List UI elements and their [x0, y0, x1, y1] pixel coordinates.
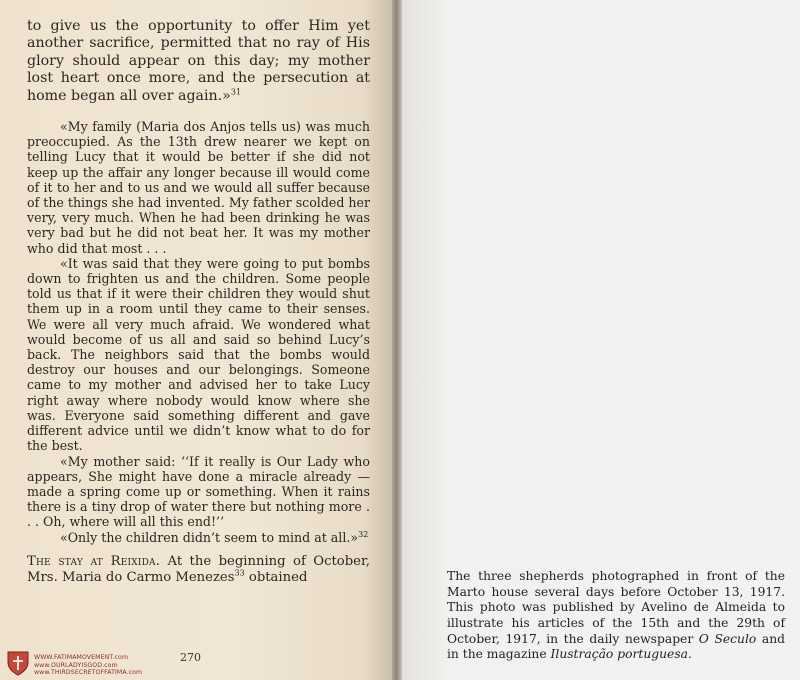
link-third-secret[interactable]: www.THIRDSECRETOFFATIMA.com	[34, 669, 143, 677]
footnote-33: 33	[234, 568, 245, 578]
link-our-lady-is-god[interactable]: www.OURLADYISGOD.com	[34, 661, 118, 669]
paragraph-reixida	[27, 554, 370, 586]
footnote-32: 32	[358, 529, 369, 539]
photo-caption	[447, 569, 785, 663]
section-heading: The stay at Reixida.	[27, 553, 161, 569]
lead-text: to give us the opportunity to offer Him yet another sacrifice, permitted that no ray of His glory should appear on this day; my mother lost heart once more, and the persecution at home began all over again.»	[27, 18, 370, 104]
paragraph-mother: «My mother said: ‘‘If it really is Our Lady who appears, She might have done a miracle already — made a spring come up or something. When it rains there is a tiny drop of water there but nothing more . . . Oh, where will all this end!’’	[27, 453, 370, 530]
paragraph-children	[27, 530, 370, 545]
lead-paragraph	[27, 18, 370, 105]
caption-magazine: Ilustração portuguesa	[550, 647, 688, 662]
website-links	[34, 654, 142, 677]
reixida-text-a: At the beginning of October, Mrs. Maria do Carmo Menezes	[27, 553, 370, 585]
page-number: 270	[180, 651, 201, 664]
caption-text-a: The three shepherds photographed in front of the Marto house several days before October 13, 1917. This photo was published by Avelino de Almeida to illustrate his articles of the 15th and the 29th of October, 1917, in the daily newspaper	[447, 569, 785, 646]
footnote-31: 31	[230, 86, 242, 96]
fatima-shield-logo-icon	[6, 650, 30, 676]
reixida-text-b: obtained	[244, 569, 308, 585]
caption-text-c: .	[687, 647, 692, 662]
caption-text-b: and in the magazine	[447, 631, 785, 662]
children-text: «Only the children didn’t seem to mind at all.»	[60, 529, 359, 545]
book-gutter	[392, 0, 402, 680]
right-page	[402, 0, 800, 680]
left-page	[0, 0, 394, 680]
link-fatima-movement[interactable]: WWW.FATIMAMOVEMENT.com	[34, 654, 129, 661]
caption-newspaper: O Seculo	[698, 631, 757, 646]
paragraph-bombs: «It was said that they were going to put bombs down to frighten us and the children. Some people told us that if it were their children they would shut them up in a room until they came to their senses. We were all very much afraid. We wondered what would become of us all and said so behind Lucy’s back. The neighbors said that the bombs would destroy our houses and our belongings. Someone came to my mother and advised her to take Lucy right away where nobody would know where she was. Everyone said something different and gave different advice until we didn’t know what to do for the best.	[27, 255, 370, 454]
paragraph-family: «My family (Maria dos Anjos tells us) was much preoccupied. As the 13th drew nearer we kept on telling Lucy that it would be better if she did not keep up the affair any longer because ill would come of it to her and to us and we would all suffer because of the things she had invented. My father scolded her very, very much. When he had been drinking he was very bad but he did not beat her. It was my mother who did that most . . .	[27, 119, 370, 256]
left-text-block	[27, 18, 370, 586]
